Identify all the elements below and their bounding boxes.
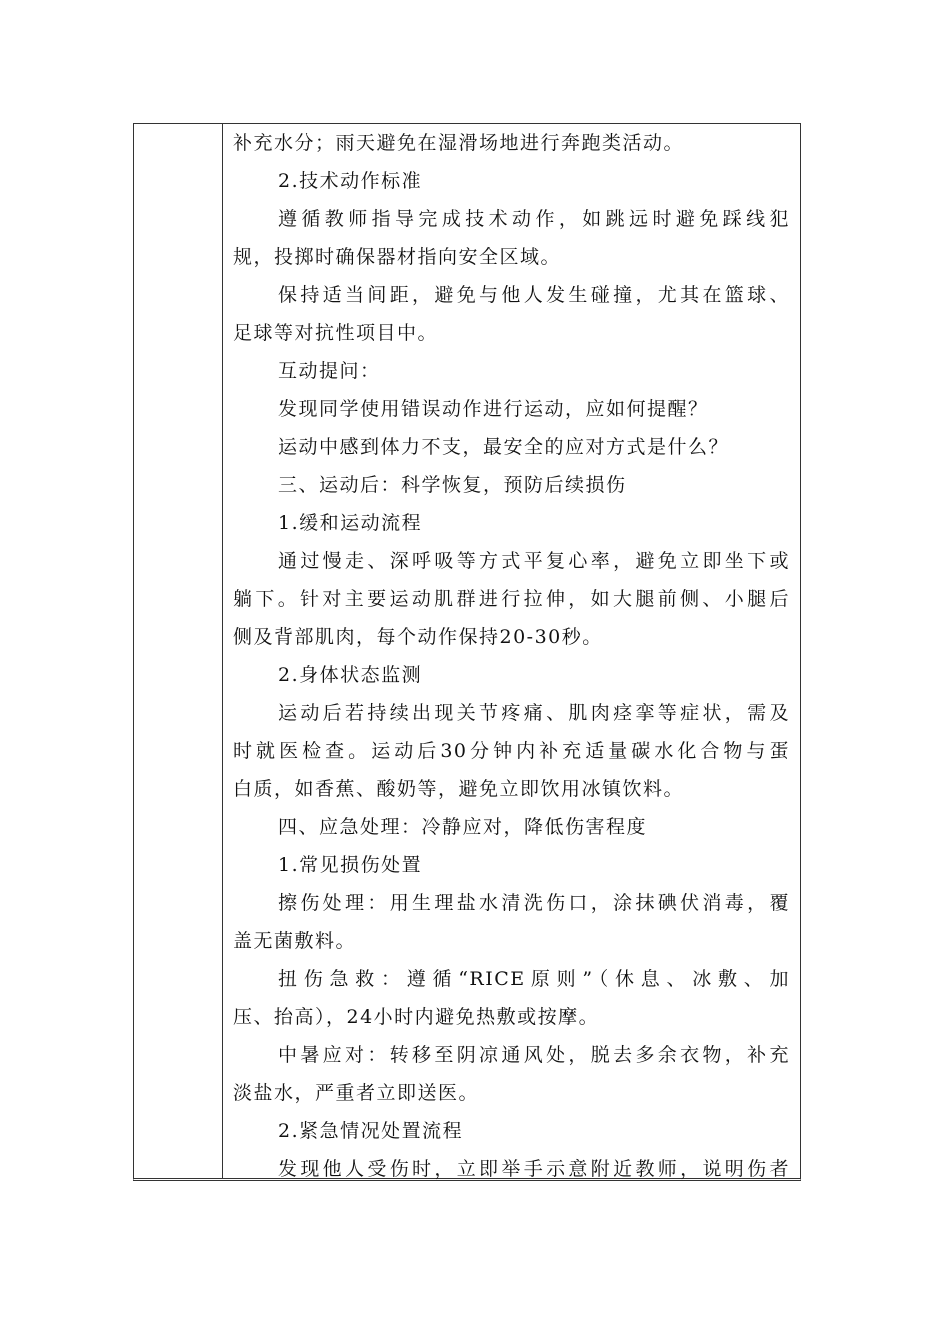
- text-line-13: 躺下。针对主要运动肌群进行拉伸，如大腿前侧、小腿后: [233, 588, 790, 610]
- subheading-interactive-questions: 互动提问：: [278, 360, 381, 382]
- text-line-21: 擦伤处理：用生理盐水清洗伤口，涂抹碘伏消毒，覆: [278, 892, 790, 914]
- subheading-common-injuries: 1.常见损伤处置: [278, 854, 423, 876]
- text-line-6: 足球等对抗性项目中。: [233, 322, 439, 344]
- text-line-5: 保持适当间距，避免与他人发生碰撞，尤其在篮球、: [278, 284, 790, 306]
- question-2: 运动中感到体力不支，最安全的应对方式是什么？: [278, 436, 730, 458]
- subheading-body-monitoring: 2.身体状态监测: [278, 664, 423, 686]
- text-line-24: 压、抬高），24小时内避免热敷或按摩。: [233, 1006, 600, 1028]
- section-heading-after-exercise: 三、运动后：科学恢复，预防后续损伤: [278, 474, 627, 496]
- text-line-17: 时就医检查。运动后30分钟内补充适量碳水化合物与蛋: [233, 740, 790, 762]
- text-line-18: 白质，如香蕉、酸奶等，避免立即饮用冰镇饮料。: [233, 778, 685, 800]
- text-line-12: 通过慢走、深呼吸等方式平复心率，避免立即坐下或: [278, 550, 790, 572]
- text-line-14: 侧及背部肌肉，每个动作保持20-30秒。: [233, 626, 603, 648]
- text-line-1: 补充水分；雨天避免在湿滑场地进行奔跑类活动。: [233, 132, 685, 154]
- question-1: 发现同学使用错误动作进行运动，应如何提醒？: [278, 398, 709, 420]
- text-line-25: 中暑应对：转移至阴凉通风处，脱去多余衣物，补充: [278, 1044, 790, 1066]
- subheading-technique-standards: 2.技术动作标准: [278, 170, 423, 192]
- left-column-cell: [134, 124, 223, 1178]
- subheading-cooldown: 1.缓和运动流程: [278, 512, 423, 534]
- text-line-23: 扭伤急救：遵循“RICE原则”（休息、冰敷、加: [278, 968, 790, 990]
- text-line-16: 运动后若持续出现关节疼痛、肌肉痉挛等症状，需及: [278, 702, 790, 724]
- text-line-4: 规，投掷时确保器材指向安全区域。: [233, 246, 562, 268]
- document-table: [133, 123, 801, 1181]
- text-line-26: 淡盐水，严重者立即送医。: [233, 1082, 480, 1104]
- text-line-28: 发现他人受伤时，立即举手示意附近教师，说明伤者: [278, 1158, 790, 1180]
- subheading-emergency-procedure: 2.紧急情况处置流程: [278, 1120, 464, 1142]
- text-line-3: 遵循教师指导完成技术动作，如跳远时避免踩线犯: [278, 208, 790, 230]
- text-line-22: 盖无菌敷料。: [233, 930, 357, 952]
- content-column-cell: [223, 124, 800, 1178]
- section-heading-emergency: 四、应急处理：冷静应对，降低伤害程度: [278, 816, 648, 838]
